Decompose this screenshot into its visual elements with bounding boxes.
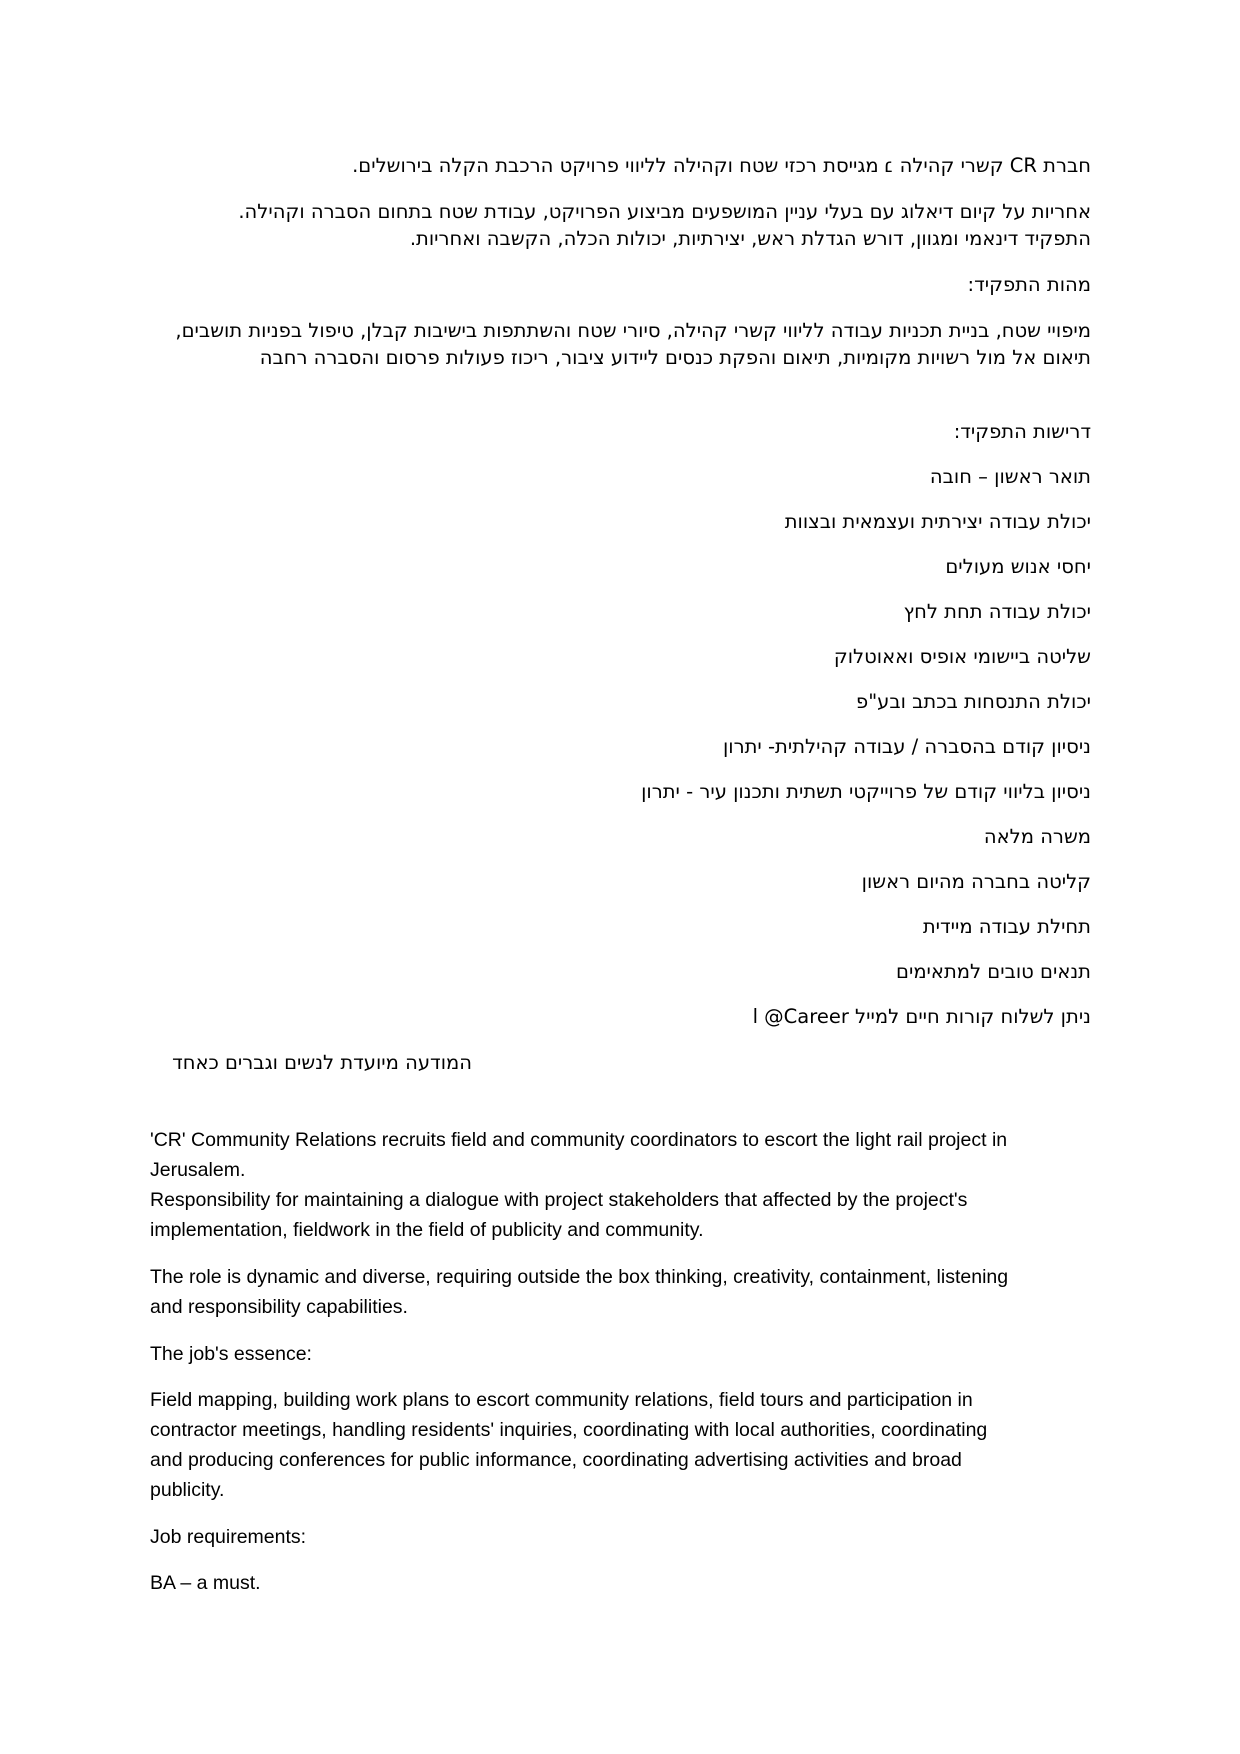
hebrew-requirement-item: יכולת עבודה יצירתית ועצמאית ובצוות: [784, 510, 1091, 533]
hebrew-requirement-item: תואר ראשון – חובה: [929, 465, 1091, 488]
english-essence-paragraph: [150, 1385, 1090, 1505]
english-role-line: and responsibility capabilities.: [150, 1296, 408, 1318]
english-requirement-item: BA – a must.: [150, 1572, 261, 1594]
hebrew-requirement-item: יחסי אנוש מעולים: [945, 555, 1091, 578]
english-requirements-heading: Job requirements:: [150, 1526, 307, 1548]
hebrew-equal-opportunity-notice: המודעה מיועדת לנשים וגברים כאחד: [172, 1051, 472, 1074]
english-responsibility-line: implementation, fieldwork in the field of publicity and community.: [150, 1219, 704, 1241]
english-essence-line: and producing conferences for public informance, coordinating advertising activities and broad: [150, 1449, 962, 1471]
hebrew-intro: חברת CR קשרי קהילה ׆ מגייסת רכזי שטח וקהילה לליווי פרויקט הרכבת הקלה בירושלים.: [352, 154, 1091, 177]
english-intro: [150, 1125, 1090, 1245]
english-essence-line: publicity.: [150, 1479, 225, 1501]
english-essence-line: Field mapping, building work plans to escort community relations, field tours and participation in: [150, 1389, 973, 1411]
hebrew-requirement-item: קליטה בחברה מהיום ראשון: [861, 870, 1091, 893]
hebrew-role-nature: התפקיד דינאמי ומגוון, דורש הגדלת ראש, יצירתיות, יכולות הכלה, הקשבה ואחריות.: [409, 227, 1091, 250]
english-intro-line: 'CR' Community Relations recruits field and community coordinators to escort the light rail project in: [150, 1129, 1008, 1151]
hebrew-requirement-item: תנאים טובים למתאימים: [896, 960, 1091, 983]
hebrew-contact-line: ניתן לשלוח קורות חיים למייל l @Career: [752, 1005, 1091, 1028]
english-role-paragraph: [150, 1262, 1090, 1322]
hebrew-responsibility: אחריות על קיום דיאלוג עם בעלי עניין המושפעים מביצוע הפרויקט, עבודת שטח בתחום הסברה וקהילה.: [238, 200, 1091, 223]
hebrew-essence-body: מיפויי שטח, בניית תכניות עבודה לליווי קשרי קהילה, סיורי שטח והשתתפות בישיבות קבלן, טיפול בפניות תושבים, תיאום אל מול רשויות מקומיות, תיאום והפקת כנסים ליידוע ציבור, ריכוז פעולות פרסום והסברה רחבה: [175, 319, 1091, 369]
hebrew-requirement-item: משרה מלאה: [983, 825, 1091, 848]
hebrew-requirement-item: תחילת עבודה מיידית: [922, 915, 1091, 938]
hebrew-requirement-item: שליטה ביישומי אופיס ואאוטלוק: [833, 645, 1091, 668]
hebrew-requirement-item: יכולת עבודה תחת לחץ: [903, 600, 1091, 623]
english-essence-heading: The job's essence:: [150, 1343, 312, 1365]
hebrew-requirements-heading: דרישות התפקיד:: [953, 420, 1091, 443]
hebrew-essence-heading: מהות התפקיד:: [967, 273, 1091, 296]
english-essence-line: contractor meetings, handling residents' inquiries, coordinating with local authorities, coordinating: [150, 1419, 988, 1441]
hebrew-requirement-item: יכולת התנסחות בכתב ובע"פ: [856, 690, 1091, 713]
hebrew-requirement-item: ניסיון בליווי קודם של פרוייקטי תשתית ותכנון עיר - יתרון: [641, 780, 1091, 803]
hebrew-requirement-item: ניסיון קודם בהסברה / עבודה קהילתית- יתרון: [722, 735, 1091, 758]
english-intro-line: Jerusalem.: [150, 1159, 246, 1181]
english-role-line: The role is dynamic and diverse, requiring outside the box thinking, creativity, containment, listening: [150, 1266, 1009, 1288]
english-responsibility-line: Responsibility for maintaining a dialogue with project stakeholders that affected by the project's: [150, 1189, 968, 1211]
